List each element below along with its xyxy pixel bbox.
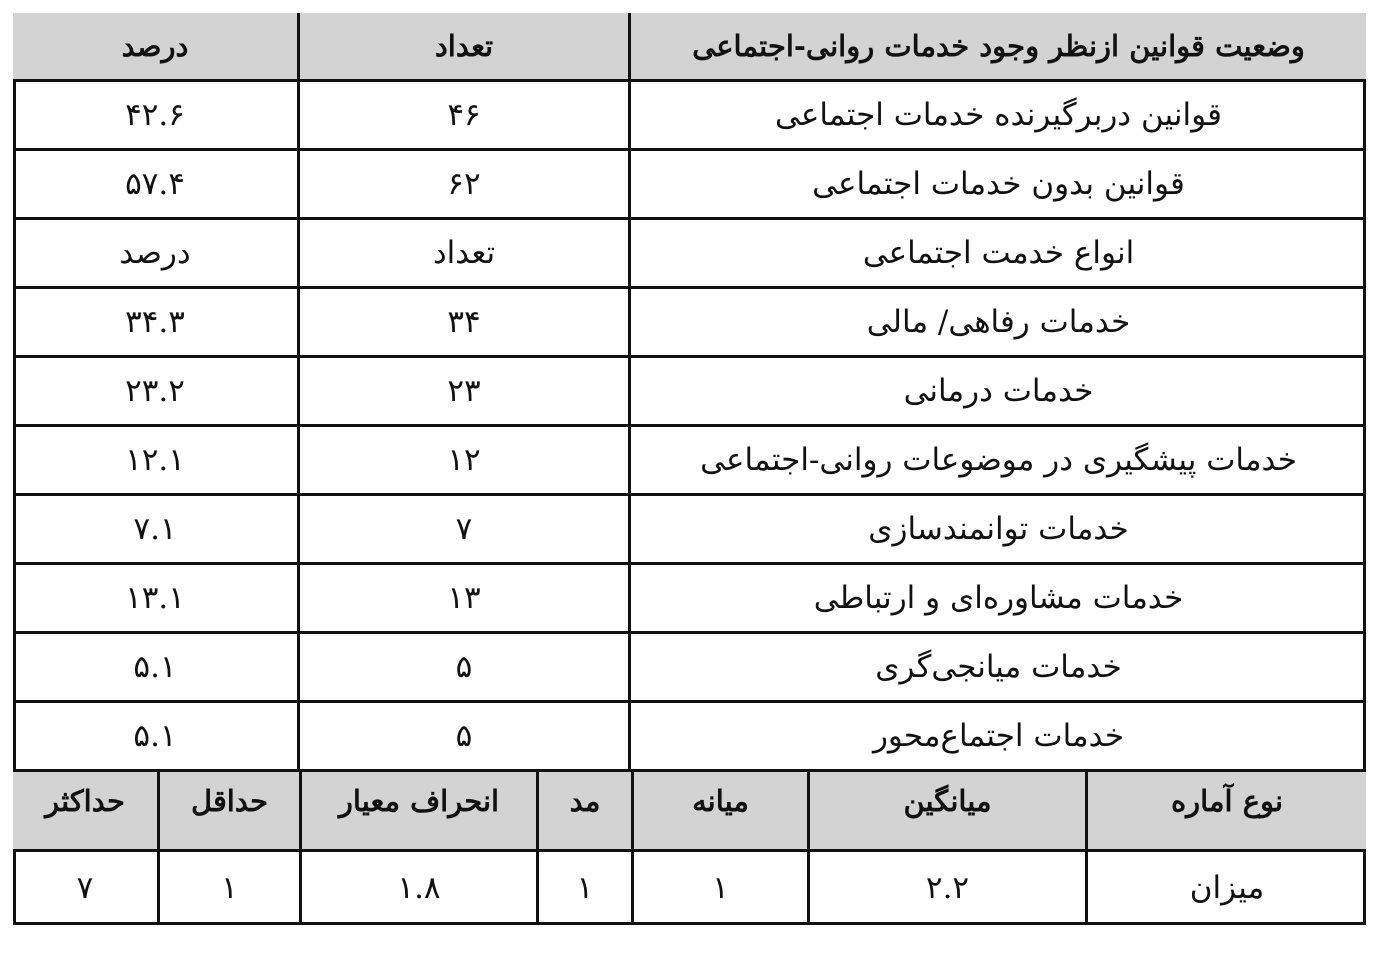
stats-value-row (13, 852, 1366, 923)
row-count: ۳۴ (297, 289, 628, 355)
row-count: ۷ (297, 496, 628, 562)
row-percent: ۵.۱ (133, 718, 177, 754)
table-row (13, 289, 1366, 358)
stats-header-median: میانه (631, 772, 807, 849)
table-row (13, 358, 1366, 427)
stats-value-mode: ۱ (536, 852, 631, 923)
stats-header-type: نوع آماره (1085, 772, 1366, 849)
stats-header-std: انحراف معیار (299, 772, 536, 849)
row-count: تعداد (297, 220, 628, 286)
row-count: ۱۳ (297, 565, 628, 631)
stats-header-row (13, 772, 1366, 852)
stats-header-mode: مد (536, 772, 631, 849)
table-row (13, 82, 1366, 151)
table-row (13, 703, 1366, 772)
stats-header-min: حداقل (157, 772, 299, 849)
table-row (13, 634, 1366, 703)
row-label: انواع خدمت اجتماعی (628, 220, 1366, 286)
row-label: قوانین دربرگیرنده خدمات اجتماعی (628, 82, 1366, 148)
header-status: وضعیت قوانین ازنظر وجود خدمات روانی-اجتماعی (628, 13, 1366, 79)
row-percent: ۱۳.۱ (125, 580, 185, 616)
stats-header-max: حداکثر (13, 772, 157, 849)
row-count: ۱۲ (297, 427, 628, 493)
row-label: خدمات رفاهی/ مالی (628, 289, 1366, 355)
table-subheader-row (13, 220, 1366, 289)
row-percent: ۵.۱ (133, 649, 177, 685)
row-label: قوانین بدون خدمات اجتماعی (628, 151, 1366, 217)
row-count: ۴۶ (297, 82, 628, 148)
row-percent: درصد (119, 235, 191, 271)
row-count: ۶۲ (297, 151, 628, 217)
table-header-row (13, 13, 1366, 82)
row-label: خدمات پیشگیری در موضوعات روانی-اجتماعی (628, 427, 1366, 493)
stats-value-type: میزان (1085, 852, 1366, 923)
table-row (13, 151, 1366, 220)
row-count: ۵ (297, 634, 628, 700)
row-percent: ۷.۱ (133, 511, 177, 547)
table-row (13, 496, 1366, 565)
row-percent: ۲۳.۲ (125, 373, 185, 409)
row-percent: ۴۲.۶ (125, 97, 185, 133)
table-row (13, 565, 1366, 634)
row-percent: ۵۷.۴ (125, 166, 185, 202)
row-label: خدمات میانجی‌گری (628, 634, 1366, 700)
stats-header-mean: میانگین (807, 772, 1085, 849)
row-label: خدمات توانمندسازی (628, 496, 1366, 562)
stats-value-median: ۱ (631, 852, 807, 923)
stats-value-std: ۱.۸ (299, 852, 536, 923)
row-label: خدمات اجتماع‌محور (628, 703, 1366, 769)
stats-value-min: ۱ (157, 852, 299, 923)
row-label: خدمات درمانی (628, 358, 1366, 424)
social-services-table (13, 13, 1366, 923)
header-count: تعداد (297, 13, 628, 79)
row-percent: ۳۴.۳ (125, 304, 185, 340)
header-percent: درصد (13, 13, 297, 79)
row-count: ۵ (297, 703, 628, 769)
stats-value-mean: ۲.۲ (807, 852, 1085, 923)
row-count: ۲۳ (297, 358, 628, 424)
row-label: خدمات مشاوره‌ای و ارتباطی (628, 565, 1366, 631)
table-row (13, 427, 1366, 496)
row-percent: ۱۲.۱ (125, 442, 185, 478)
stats-value-max: ۷ (76, 869, 94, 906)
